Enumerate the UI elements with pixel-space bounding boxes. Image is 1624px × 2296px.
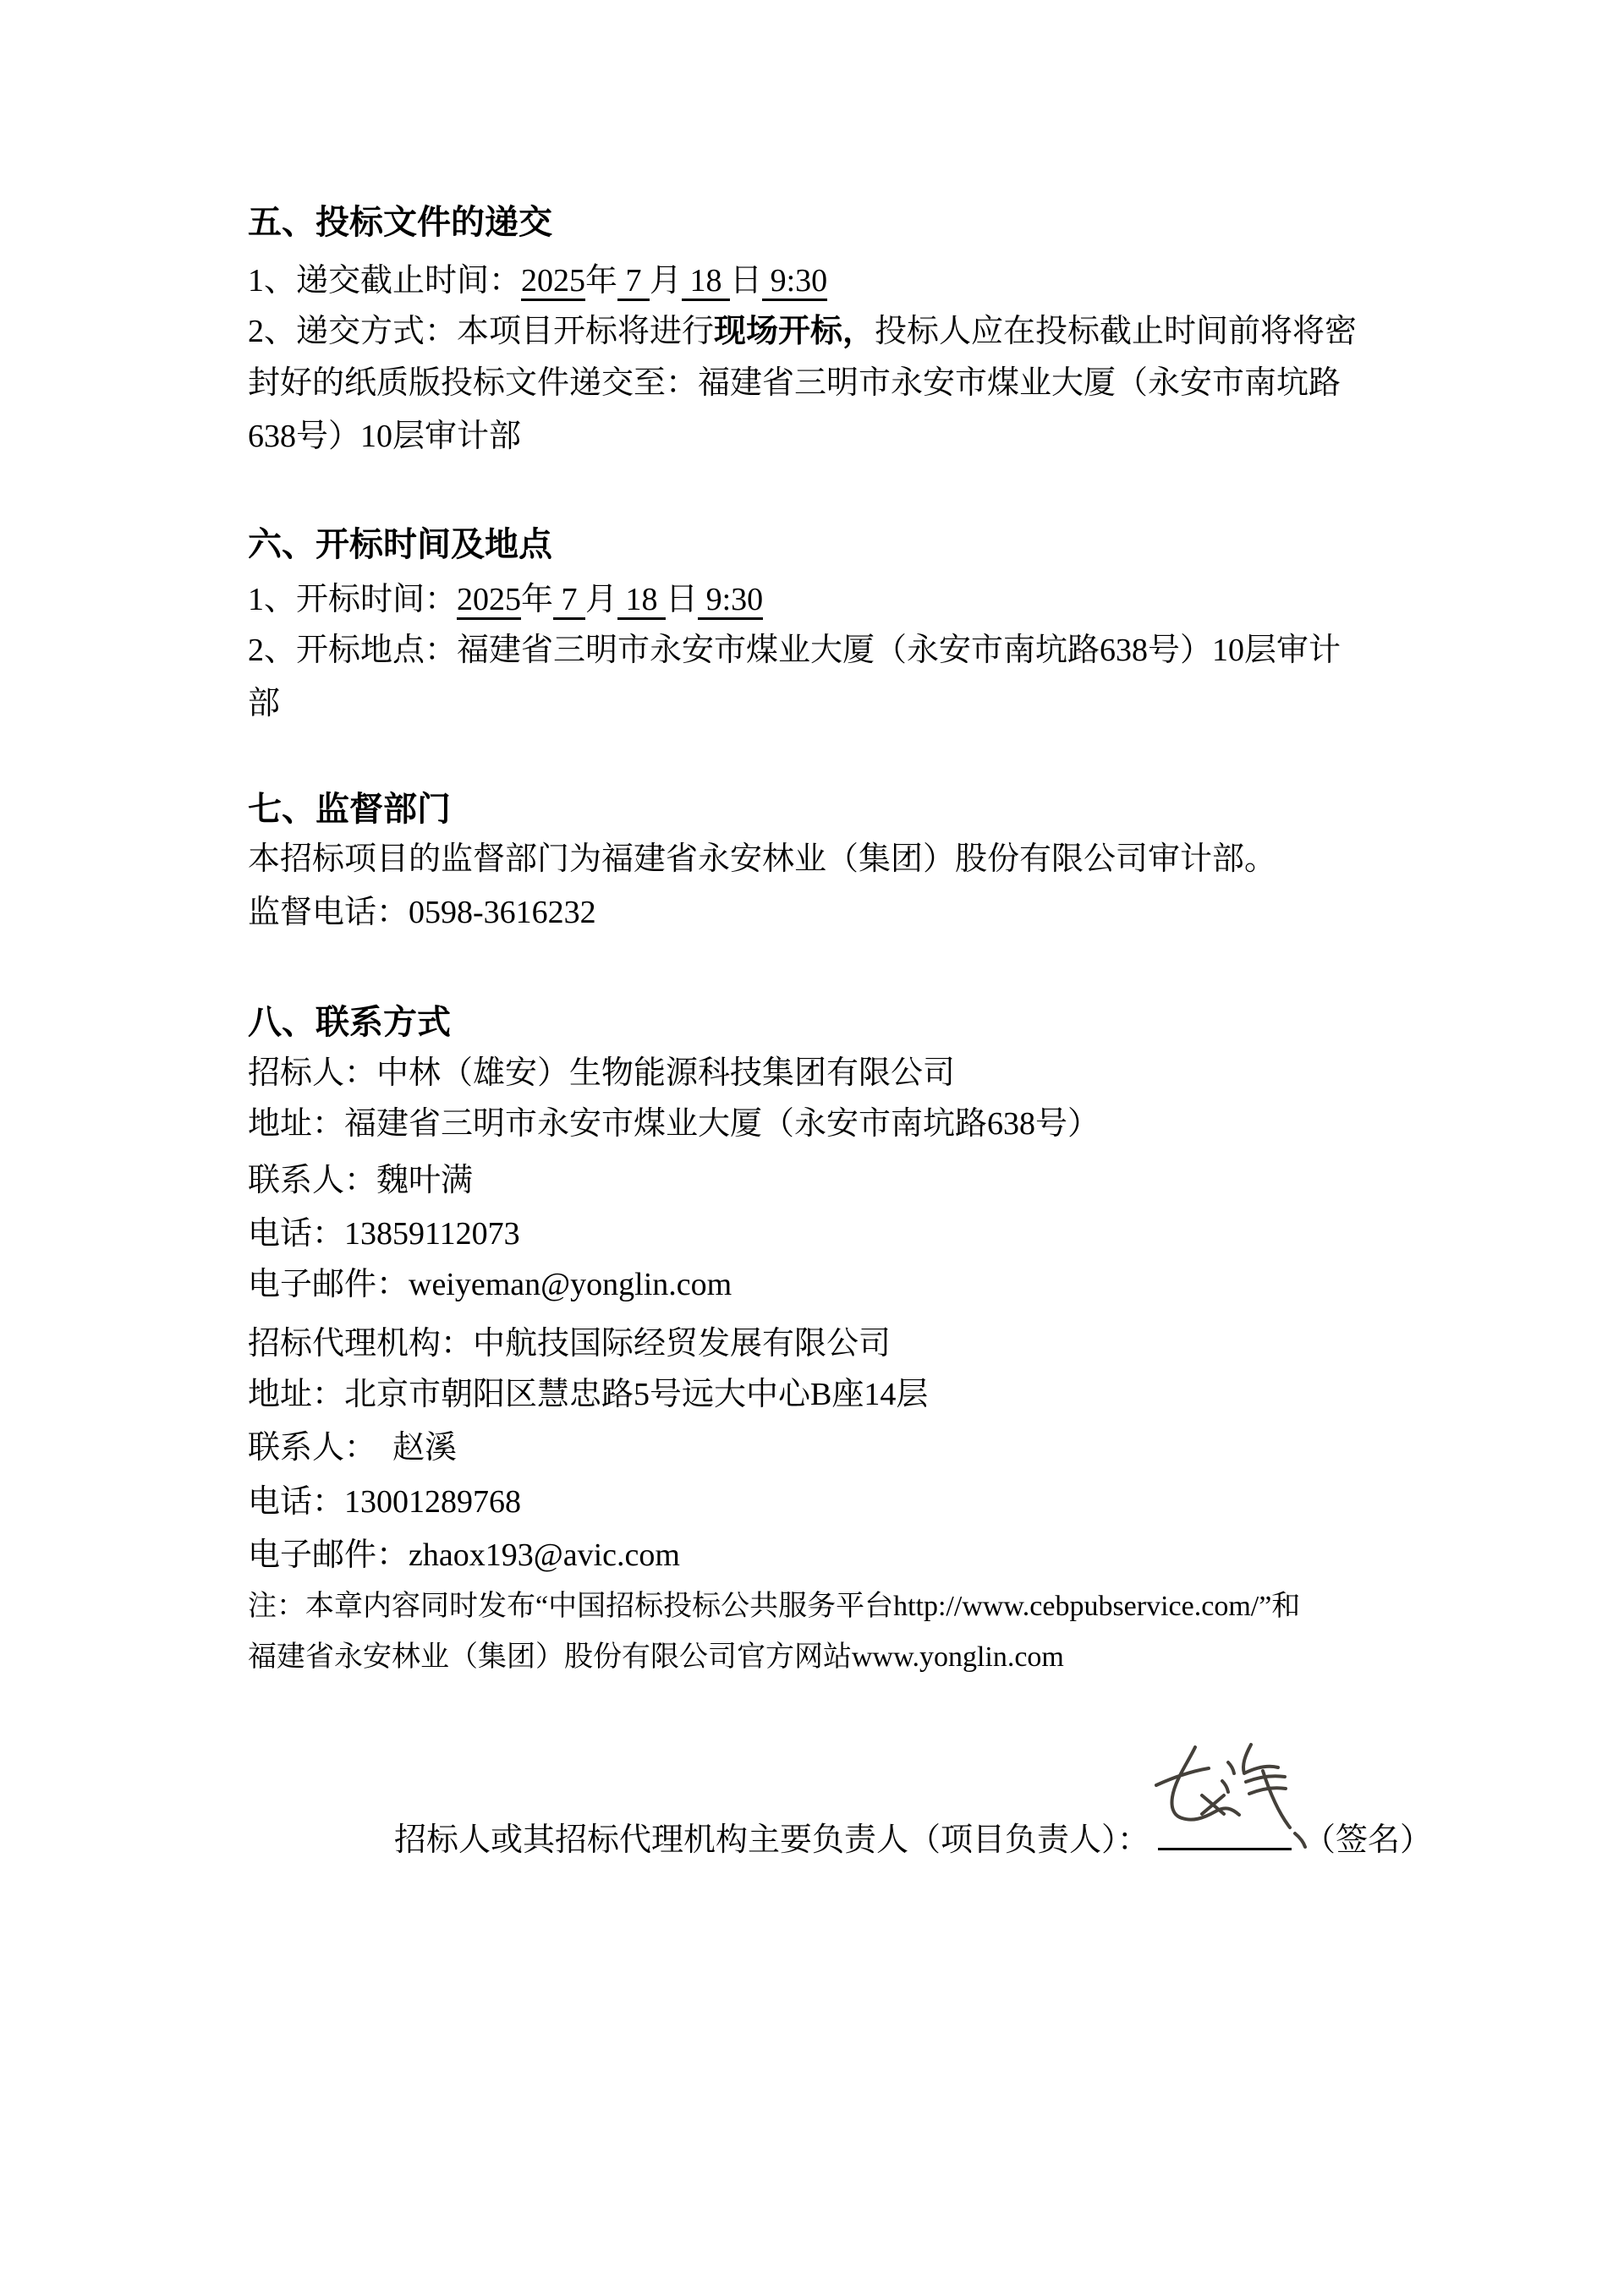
deadline-day-label: 日: [730, 263, 763, 299]
section5-method-line2: 封好的纸质版投标文件递交至：福建省三明市永安市煤业大厦（永安市南坑路: [248, 365, 1341, 401]
opening-year: 2025: [457, 582, 521, 620]
section5-method-line1: [248, 305, 1357, 358]
opening-time-prefix: 1、开标时间：: [248, 582, 458, 617]
contact-line-person2: 联系人： 赵溪: [248, 1430, 458, 1466]
contact-line-phone1: 电话：13859112073: [248, 1216, 520, 1252]
contact-line-email2: 电子邮件：zhaox193@avic.com: [248, 1537, 680, 1573]
contact-line-phone2: 电话：13001289768: [248, 1484, 522, 1520]
contact-line-tenderer: 招标人：中林（雄安）生物能源科技集团有限公司: [248, 1055, 956, 1091]
signature-suffix: （签名）: [1303, 1822, 1433, 1858]
deadline-day: 18: [682, 263, 730, 301]
contact-line-agency: 招标代理机构：中航技国际经贸发展有限公司: [248, 1326, 892, 1362]
opening-time: 9:30: [698, 582, 763, 620]
method-text: 2、递交方式：本项目开标将进行: [248, 314, 715, 349]
section5-heading: 五、投标文件的递交: [248, 203, 552, 241]
deadline-year-label: 年: [585, 263, 618, 299]
opening-day-label: 日: [666, 582, 699, 617]
section5-deadline-line: [248, 255, 827, 307]
section8-heading: 八、联系方式: [248, 1003, 451, 1041]
section6-place-line1: 2、开标地点：福建省三明市永安市煤业大厦（永安市南坑路638号）10层审计: [248, 633, 1341, 668]
opening-year-label: 年: [521, 582, 554, 617]
handwritten-signature-zhaoxi: [1144, 1733, 1324, 1860]
section6-time-line: [248, 573, 763, 626]
method-text-rest: 投标人应在投标截止时间前将将密: [875, 314, 1358, 349]
note-line2: 福建省永安林业（集团）股份有限公司官方网站www.yonglin.com: [248, 1641, 1064, 1673]
opening-month-label: 月: [585, 582, 618, 617]
opening-day: 18: [617, 582, 666, 620]
opening-month: 7: [553, 582, 585, 620]
deadline-year: 2025: [521, 263, 585, 301]
contact-line-email1: 电子邮件：weiyeman@yonglin.com: [248, 1267, 732, 1302]
deadline-month-label: 月: [650, 263, 683, 299]
signature-underline: [1158, 1838, 1292, 1850]
onsite-opening-emphasis: 现场开标，: [714, 314, 875, 349]
signature-label: 招标人或其招标代理机构主要负责人（项目负责人）：: [394, 1822, 1150, 1858]
contact-line-address1: 地址：福建省三明市永安市煤业大厦（永安市南坑路638号）: [248, 1106, 1100, 1142]
section6-heading: 六、开标时间及地点: [248, 525, 552, 563]
contact-line-address2: 地址：北京市朝阳区慧忠路5号远大中心B座14层: [248, 1377, 929, 1412]
contact-line-person1: 联系人：魏叶满: [248, 1163, 474, 1198]
signature-row: [394, 1814, 1432, 1866]
note-line1: 注：本章内容同时发布“中国招标投标公共服务平台http://www.cebpubservice.com/”和: [248, 1591, 1301, 1622]
deadline-prefix: 1、递交截止时间：: [248, 263, 522, 299]
section6-place-line2: 部: [248, 686, 281, 721]
deadline-month: 7: [617, 263, 650, 301]
supervision-phone-line: 监督电话：0598-3616232: [248, 895, 596, 930]
deadline-time: 9:30: [762, 263, 827, 301]
section5-method-line3: 638号）10层审计部: [248, 419, 522, 454]
section7-heading: 七、监督部门: [248, 790, 451, 828]
supervision-dept-line: 本招标项目的监督部门为福建省永安林业（集团）股份有限公司审计部。: [248, 841, 1277, 877]
